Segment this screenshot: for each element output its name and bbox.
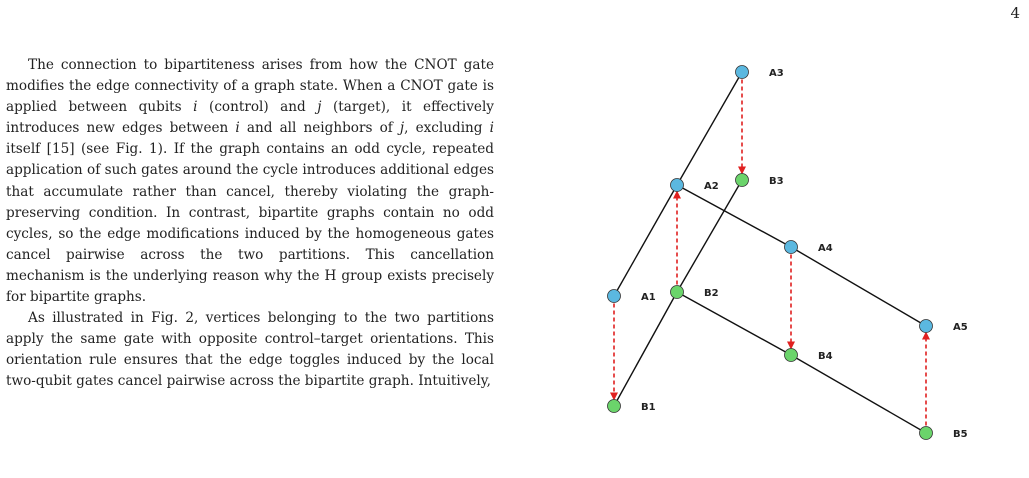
node-label-a4: A4 bbox=[818, 243, 833, 254]
node-label-a2: A2 bbox=[704, 181, 719, 192]
text-run: The connection to bipartiteness arises from how the CNOT gate modifies the edge connectivity of a graph state. When a CNOT gate is applied between qubits bbox=[6, 57, 494, 116]
math-var: j bbox=[317, 99, 322, 116]
nodes-layer bbox=[608, 66, 933, 440]
graph-node-a2 bbox=[671, 179, 684, 192]
graph-edge-A3-A2 bbox=[677, 72, 742, 185]
graph-node-a1 bbox=[608, 290, 621, 303]
graph-edge-B2-B1 bbox=[614, 292, 677, 406]
text-run: As illustrated in Fig. 2, vertices belonging to the two partitions apply the same gate with opposite control–target orientations. This orientation rule ensures that the edge toggles induced by the local two-qubit gates cancel pairwise across the bipartite graph. Intuitively, bbox=[6, 310, 494, 390]
graph-node-a4 bbox=[785, 241, 798, 254]
page-number: 4 bbox=[1010, 4, 1020, 22]
labels-layer bbox=[641, 68, 968, 440]
graph-node-a5 bbox=[920, 320, 933, 333]
math-var: j bbox=[399, 120, 405, 137]
graph-node-b2 bbox=[671, 286, 684, 299]
node-label-b1: B1 bbox=[641, 402, 656, 413]
graph-edge-B3-B2 bbox=[677, 180, 742, 292]
math-var: i bbox=[235, 120, 240, 137]
node-label-a3: A3 bbox=[769, 68, 784, 79]
paragraph-fig2 bbox=[6, 308, 494, 392]
edges-layer bbox=[614, 72, 926, 433]
node-label-b5: B5 bbox=[953, 429, 968, 440]
text-column bbox=[6, 55, 494, 393]
graph-node-b3 bbox=[736, 174, 749, 187]
math-var: i bbox=[489, 120, 494, 137]
text-run: (target), it effectively introduces new edges between bbox=[6, 99, 494, 137]
text-run: and all neighbors of bbox=[239, 120, 400, 137]
node-label-a5: A5 bbox=[953, 322, 968, 333]
node-label-b4: B4 bbox=[818, 351, 833, 362]
math-var: i bbox=[193, 99, 198, 116]
node-label-b2: B2 bbox=[704, 288, 719, 299]
graph-edge-A4-A5 bbox=[791, 247, 926, 326]
graph-edge-B4-B5 bbox=[791, 355, 926, 433]
node-label-b3: B3 bbox=[769, 176, 784, 187]
graph-figure bbox=[595, 60, 995, 460]
graph-edge-B2-B4 bbox=[677, 292, 791, 355]
graph-node-b1 bbox=[608, 400, 621, 413]
graph-node-b5 bbox=[920, 427, 933, 440]
graph-edge-A2-A1 bbox=[614, 185, 677, 296]
arrows-layer bbox=[614, 80, 926, 426]
graph-node-a3 bbox=[736, 66, 749, 79]
graph-node-b4 bbox=[785, 349, 798, 362]
text-run: , excluding bbox=[404, 120, 490, 137]
paragraph-bipartiteness bbox=[6, 55, 494, 308]
node-label-a1: A1 bbox=[641, 292, 656, 303]
text-run: itself [15] (see Fig. 1). If the graph contains an odd cycle, repeated application of such gates around the cycle introduces additional edges that accumulate rather than cancel, thereby violating the graph-preserving condition. In contrast, bipartite graphs contain no odd cycles, so the edge modifications induced by the homogeneous gates cancel pairwise across the two partitions. This cancellation mechanism is the underlying reason why the H group exists precisely for bipartite graphs. bbox=[6, 141, 494, 306]
text-run: (control) and bbox=[197, 99, 318, 116]
